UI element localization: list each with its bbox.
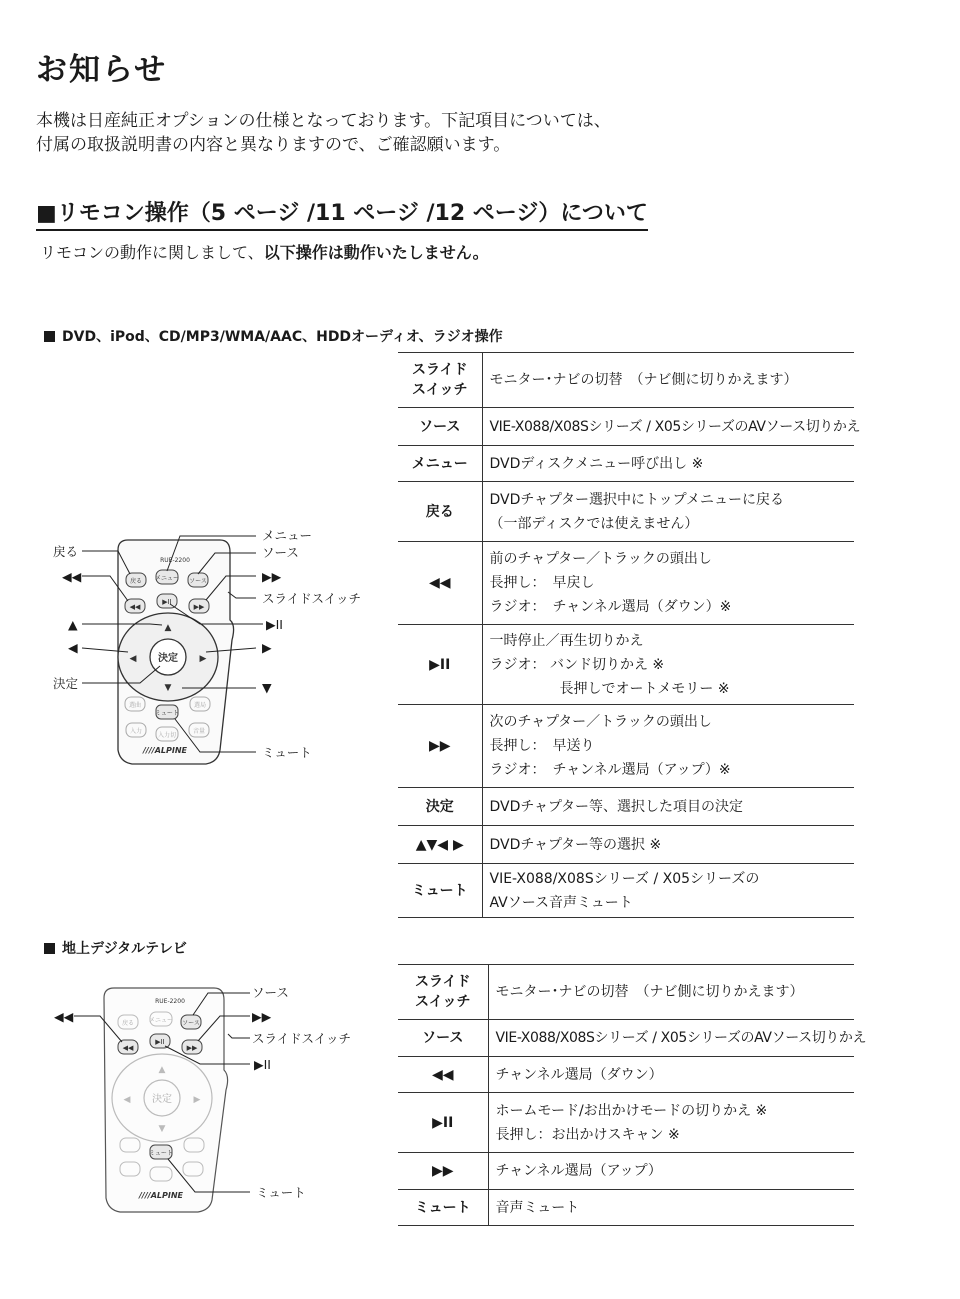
table-row bbox=[398, 1020, 854, 1057]
op-key: ミュート bbox=[398, 1190, 488, 1226]
square-bullet-icon bbox=[44, 943, 55, 954]
table-row bbox=[398, 482, 854, 542]
op-description: VIE-X088/X08Sシリーズ / X05シリーズのAVソース切りかえ bbox=[488, 1020, 854, 1057]
back-button-label: 戻る bbox=[129, 578, 143, 585]
next-icon: ▶▶ bbox=[186, 1044, 198, 1052]
op-description: 前のチャプター／トラックの頭出し 長押し： 早戻し ラジオ： チャンネル選局（ダウン）※ bbox=[482, 542, 854, 625]
op-description: DVDチャプター等の選択 ※ bbox=[482, 826, 854, 864]
table-row bbox=[398, 788, 854, 826]
callout-source: ソース bbox=[262, 545, 299, 560]
callout-play-pause: ▶II bbox=[266, 617, 283, 632]
table-row bbox=[398, 446, 854, 482]
table-row bbox=[398, 353, 854, 408]
callout-left: ◀ bbox=[68, 640, 78, 655]
callout-up: ▲ bbox=[68, 617, 78, 632]
tv-subheading-text: 地上デジタルテレビ bbox=[62, 941, 187, 957]
table-row bbox=[398, 1190, 854, 1226]
op-key: メニュー bbox=[398, 446, 482, 482]
enter-button-label: 決定 bbox=[152, 1094, 172, 1105]
section-note-emphasis: 以下操作は動作いたしません。 bbox=[263, 243, 489, 262]
intro-line-1: 本機は日産純正オプションの仕様となっております。下記項目については、 bbox=[36, 111, 611, 131]
up-arrow-icon: ▲ bbox=[158, 1065, 166, 1075]
op-description: ホームモード/お出かけモードの切りかえ ※ 長押し：お出かけスキャン ※ bbox=[488, 1093, 854, 1153]
op-key: ソース bbox=[398, 1020, 488, 1057]
next-icon: ▶▶ bbox=[193, 603, 205, 611]
prev-icon: ◀◀ bbox=[122, 1044, 134, 1052]
op-key: スライド スイッチ bbox=[398, 965, 488, 1020]
section-note-text: リモコンの動作に関しまして、 bbox=[40, 243, 264, 262]
mute-button-label: ミュート bbox=[149, 1150, 173, 1157]
remote-button-label: 音量 bbox=[192, 728, 206, 735]
op-description: DVDディスクメニュー呼び出し ※ bbox=[482, 446, 854, 482]
table-row bbox=[398, 864, 854, 918]
remote-model-label: RUE-2200 bbox=[160, 557, 190, 564]
op-key: ◀◀ bbox=[398, 1057, 488, 1093]
dvd-subheading-text: DVD、iPod、CD/MP3/WMA/AAC、HDDオーディオ、ラジオ操作 bbox=[62, 329, 503, 345]
source-button-label: ソース bbox=[182, 1020, 200, 1027]
tv-callout-next: ▶▶ bbox=[252, 1009, 272, 1024]
down-arrow-icon: ▼ bbox=[158, 1124, 166, 1134]
source-button-label: ソース bbox=[189, 578, 207, 585]
op-key: スライド スイッチ bbox=[398, 353, 482, 408]
menu-button-label: メニュー bbox=[148, 1017, 174, 1024]
alpine-logo: ////ALPINE bbox=[139, 1191, 183, 1200]
op-description: 音声ミュート bbox=[488, 1190, 854, 1226]
op-description: モニター･ナビの切替 （ナビ側に切りかえます） bbox=[482, 353, 854, 408]
op-key: 戻る bbox=[398, 482, 482, 542]
dvd-operations-table bbox=[398, 352, 861, 918]
tv-callout-source: ソース bbox=[252, 985, 289, 1000]
callout-enter: 決定 bbox=[53, 676, 79, 691]
table-row bbox=[398, 408, 854, 446]
op-key: ▶▶ bbox=[398, 1153, 488, 1190]
callout-slide-switch: スライドスイッチ bbox=[262, 591, 362, 606]
op-key: ▶II bbox=[398, 1093, 488, 1153]
enter-button[interactable]: 決定 bbox=[158, 653, 178, 664]
op-description: モニター･ナビの切替 （ナビ側に切りかえます） bbox=[488, 965, 854, 1020]
table-row bbox=[398, 542, 854, 625]
callout-down: ▼ bbox=[262, 680, 272, 695]
remote-button-label: 選局 bbox=[193, 702, 207, 709]
alpine-logo: ////ALPINE bbox=[143, 746, 187, 755]
right-arrow-icon: ▶ bbox=[199, 654, 207, 664]
prev-icon: ◀◀ bbox=[129, 603, 141, 611]
mute-button-label: ミュート bbox=[155, 710, 179, 717]
callout-mute: ミュート bbox=[262, 745, 312, 760]
op-description: DVDチャプター等、選択した項目の決定 bbox=[482, 788, 854, 826]
op-description: DVDチャプター選択中にトップメニューに戻る （一部ディスクでは使えません） bbox=[482, 482, 854, 542]
up-arrow-icon: ▲ bbox=[164, 623, 172, 633]
table-row bbox=[398, 826, 854, 864]
tv-operations-table bbox=[398, 964, 867, 1226]
tv-subheading bbox=[44, 938, 187, 958]
callout-prev: ◀◀ bbox=[62, 569, 82, 584]
right-arrow-icon: ▶ bbox=[193, 1095, 201, 1105]
tv-remote-illustration bbox=[0, 960, 400, 1220]
table-row bbox=[398, 1153, 854, 1190]
op-key: ▶II bbox=[398, 625, 482, 705]
op-description: VIE-X088/X08Sシリーズ / X05シリーズのAVソース切りかえ bbox=[482, 408, 854, 446]
table-row bbox=[398, 705, 854, 788]
op-key: ▲▼◀ ▶ bbox=[398, 826, 482, 864]
op-key: ▶▶ bbox=[398, 705, 482, 788]
tv-callout-play-pause: ▶II bbox=[254, 1057, 271, 1072]
tv-callout-prev: ◀◀ bbox=[54, 1009, 74, 1024]
remote-button-label: 入力切 bbox=[157, 732, 177, 739]
op-description: 一時停止／再生切りかえ ラジオ： バンド切りかえ ※ 長押しでオートメモリー ※ bbox=[482, 625, 854, 705]
op-description: チャンネル選局（アップ） bbox=[488, 1153, 854, 1190]
op-key: ◀◀ bbox=[398, 542, 482, 625]
table-row bbox=[398, 1057, 854, 1093]
callout-menu: メニュー bbox=[262, 528, 313, 543]
callout-right: ▶ bbox=[262, 640, 272, 655]
play-pause-icon: ▶II bbox=[162, 598, 172, 606]
tv-callout-mute: ミュート bbox=[256, 1185, 306, 1200]
play-pause-icon: ▶II bbox=[155, 1038, 165, 1046]
remote-button-label: 選曲 bbox=[128, 702, 142, 709]
op-description: VIE-X088/X08Sシリーズ / X05シリーズの AVソース音声ミュート bbox=[482, 864, 854, 918]
table-row bbox=[398, 965, 854, 1020]
menu-button-label: メニュー bbox=[154, 575, 180, 582]
remote-button-label: 入力 bbox=[129, 728, 143, 735]
tv-callout-slide-switch: スライドスイッチ bbox=[252, 1031, 352, 1046]
section-heading: ■リモコン操作（5 ページ /11 ページ /12 ページ）について bbox=[36, 196, 648, 231]
back-button-label: 戻る bbox=[121, 1020, 135, 1027]
callout-back: 戻る bbox=[53, 544, 79, 559]
callout-next: ▶▶ bbox=[262, 569, 282, 584]
op-key: 決定 bbox=[398, 788, 482, 826]
remote-model-label: RUE-2200 bbox=[155, 998, 185, 1005]
page-title: お知らせ bbox=[36, 52, 168, 88]
op-key: ミュート bbox=[398, 864, 482, 918]
left-arrow-icon: ◀ bbox=[129, 654, 137, 664]
op-key: ソース bbox=[398, 408, 482, 446]
table-row bbox=[398, 625, 854, 705]
table-row bbox=[398, 1093, 854, 1153]
left-arrow-icon: ◀ bbox=[123, 1095, 131, 1105]
op-description: チャンネル選局（ダウン） bbox=[488, 1057, 854, 1093]
intro-line-2: 付属の取扱説明書の内容と異なりますので、ご確認願います。 bbox=[36, 135, 511, 155]
op-description: 次のチャプター／トラックの頭出し 長押し： 早送り ラジオ： チャンネル選局（アップ）※ bbox=[482, 705, 854, 788]
down-arrow-icon: ▼ bbox=[164, 683, 172, 693]
